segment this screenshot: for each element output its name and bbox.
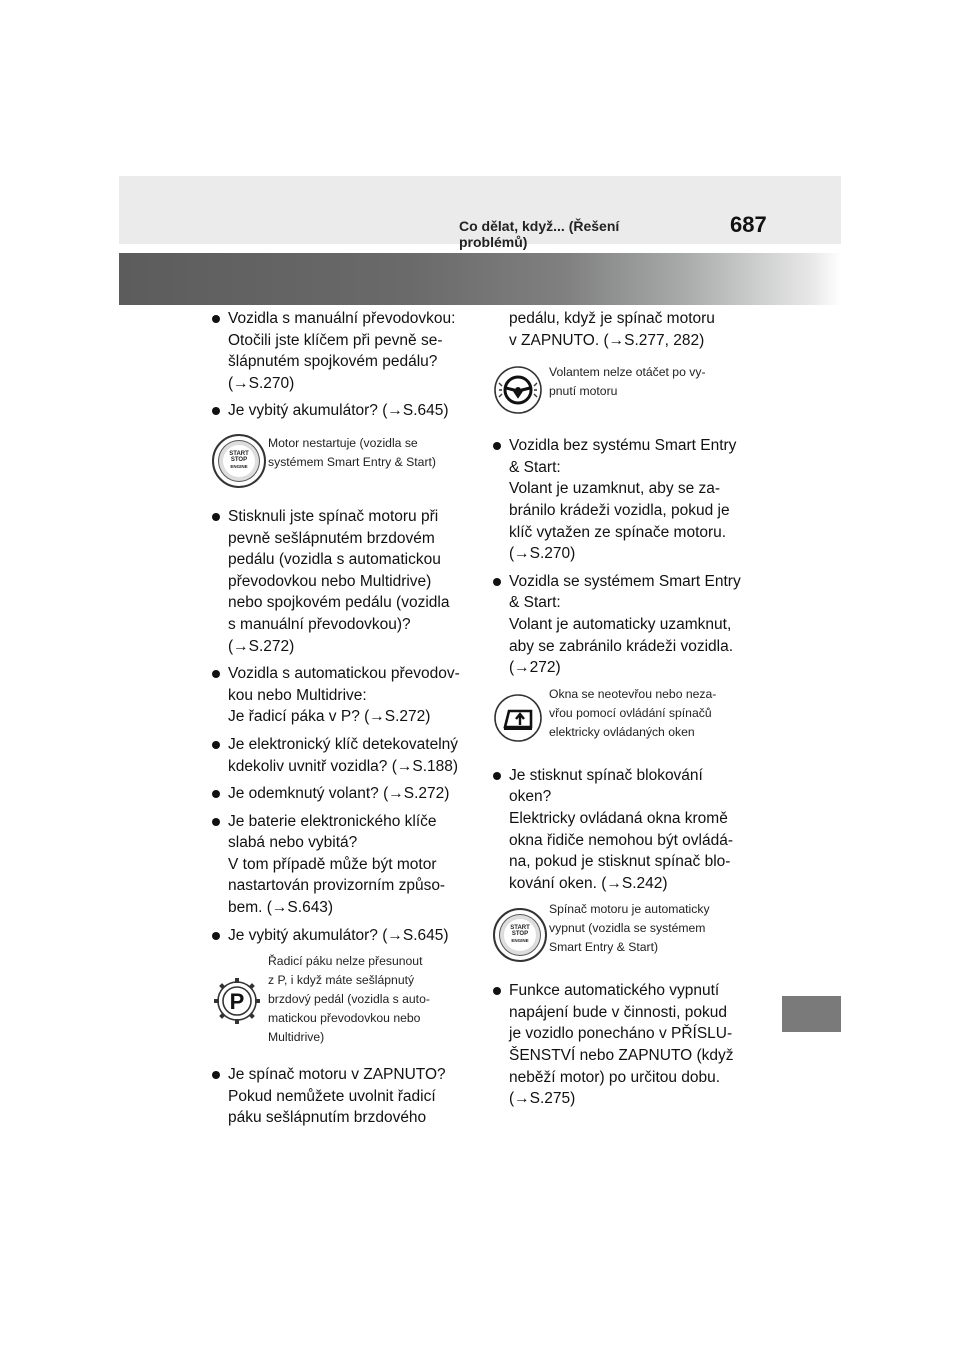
- right-column: [493, 308, 755, 1116]
- list-item: Je vybitý akumulátor? (→S.645): [212, 400, 474, 422]
- bullet-icon: [493, 442, 501, 450]
- svg-text:P: P: [229, 989, 245, 1015]
- symptom-heading: [212, 430, 474, 500]
- symptom-heading: [493, 365, 755, 429]
- list-item: Vozidla se systémem Smart Entry & Start: Volant je automaticky uzamknut, aby se zabránilo krádeži vozidla. (→272): [493, 571, 755, 679]
- list-item: Je stisknut spínač blokování oken? Elektricky ovládaná okna kromě okna řidiče nemohou být ovládá- na, pokud je stisknut spínač blo- kování oken. (→S.242): [493, 765, 755, 895]
- steering-wheel-lock-icon: [493, 365, 543, 415]
- shift-lever-p-gear-icon: [212, 976, 262, 1026]
- section-title: Co dělat, když... (Řešení problémů): [459, 218, 620, 250]
- list-item: Je spínač motoru v ZAPNUTO? Pokud nemůžete uvolnit řadicí páku sešlápnutím brzdového: [212, 1064, 474, 1129]
- list-item: Stisknuli jste spínač motoru při pevně sešlápnutém brzdovém pedálu (vozidla s automatickou převodovkou nebo Multidrive) nebo spojkovém pedálu (vozidla s manuální převodovkou)? (→S.272): [212, 506, 474, 657]
- list-item: Vozidla bez systému Smart Entry & Start: Volant je uzamknut, aby se za- bránilo krádeži vozidla, pokud je klíč vytažen ze spínače motoru. (→S.270): [493, 435, 755, 565]
- bullet-icon: [212, 407, 220, 415]
- start-stop-button-icon: START STOP ENGINE: [493, 908, 547, 962]
- list-item: Funkce automatického vypnutí napájení bude v činnosti, pokud je vozidlo ponecháno v PŘÍSLU- ŠENSTVÍ nebo ZAPNUTO (když neběží motor) po určitou dobu. (→S.275): [493, 980, 755, 1110]
- section-tab-marker: [782, 996, 841, 1032]
- continued-text: pedálu, když je spínač motoru v ZAPNUTO. (→S.277, 282): [509, 310, 715, 349]
- list-item: Vozidla s automatickou převodov- kou nebo Multidrive: Je řadicí páka v P? (→S.272): [212, 663, 474, 728]
- header-gradient-band: [119, 253, 841, 305]
- bullet-icon: [212, 932, 220, 940]
- page-number: 687: [730, 212, 767, 237]
- left-column: [212, 308, 474, 1135]
- list-item: Vozidla s manuální převodovkou: Otočili jste klíčem při pevně se- šlápnutém spojkovém pedálu? (→S.270): [212, 308, 474, 394]
- bullet-icon: [212, 513, 220, 521]
- list-item: Je baterie elektronického klíče slabá nebo vybitá? V tom případě může být motor nastartován provizorním způso- bem. (→S.643): [212, 811, 474, 919]
- symptom-caption: Motor nestartuje (vozidla se systémem Smart Entry & Start): [268, 435, 436, 469]
- power-window-icon: [493, 693, 543, 743]
- bullet-icon: [212, 670, 220, 678]
- list-item: Je odemknutý volant? (→S.272): [212, 783, 474, 805]
- symptom-heading: [212, 952, 474, 1058]
- symptom-caption: Spínač motoru je automaticky vypnut (vozidla se systémem Smart Entry & Start): [549, 902, 710, 955]
- bullet-icon: [212, 818, 220, 826]
- bullet-icon: [212, 790, 220, 798]
- bullet-icon: [493, 772, 501, 780]
- bullet-icon: [493, 987, 501, 995]
- symptom-caption: Volantem nelze otáčet po vy- pnutí motoru: [549, 365, 706, 399]
- start-stop-button-icon: START STOP ENGINE: [212, 434, 266, 488]
- list-item: Je elektronický klíč detekovatelný kdekoliv uvnitř vozidla? (→S.188): [212, 734, 474, 777]
- bullet-icon: [493, 578, 501, 586]
- symptom-heading: [493, 900, 755, 974]
- bullet-icon: [212, 1071, 220, 1079]
- bullet-icon: [212, 315, 220, 323]
- symptom-heading: [493, 685, 755, 759]
- symptom-caption: Řadicí páku nelze přesunout z P, i když máte sešlápnutý brzdový pedál (vozidla s auto- matickou převodovkou nebo Multidrive): [268, 954, 430, 1045]
- symptom-caption: Okna se neotevřou nebo neza- vřou pomocí ovládání spínačů elektricky ovládaných oken: [549, 686, 717, 739]
- list-item: Je vybitý akumulátor? (→S.645): [212, 925, 474, 947]
- bullet-icon: [212, 741, 220, 749]
